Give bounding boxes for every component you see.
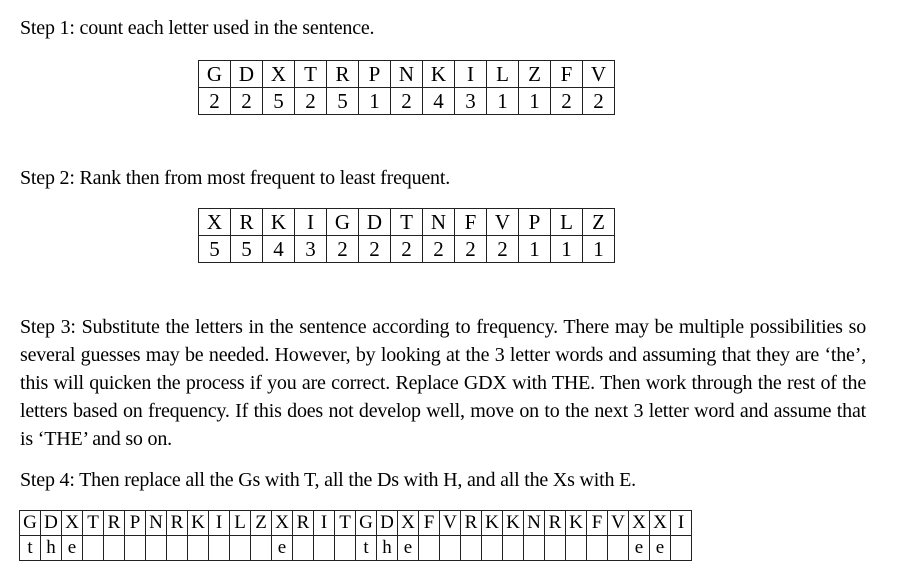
letter-cell: T — [391, 209, 423, 236]
cipher-cell: N — [524, 511, 545, 536]
count-cell: 2 — [327, 236, 359, 263]
plain-cell — [524, 536, 545, 561]
count-cell: 3 — [455, 88, 487, 115]
plain-cell — [230, 536, 251, 561]
cipher-cell: L — [230, 511, 251, 536]
cipher-cell: P — [125, 511, 146, 536]
count-cell: 1 — [359, 88, 391, 115]
count-cell: 1 — [487, 88, 519, 115]
plain-cell — [146, 536, 167, 561]
cipher-cell: K — [482, 511, 503, 536]
plain-cell — [461, 536, 482, 561]
count-cell: 5 — [199, 236, 231, 263]
letter-cell: V — [487, 209, 519, 236]
count-cell: 3 — [295, 236, 327, 263]
plain-cell: e — [629, 536, 650, 561]
count-cell: 2 — [487, 236, 519, 263]
letter-row — [199, 209, 615, 236]
plain-cell: t — [20, 536, 41, 561]
letter-cell: N — [423, 209, 455, 236]
step-1-text: Step 1: count each letter used in the sentence. — [20, 17, 375, 39]
step-2-text: Step 2: Rank then from most frequent to least frequent. — [20, 167, 451, 189]
cipher-cell: X — [272, 511, 293, 536]
count-cell: 2 — [391, 236, 423, 263]
cipher-cell: X — [398, 511, 419, 536]
plain-cell — [209, 536, 230, 561]
count-cell: 5 — [263, 88, 295, 115]
count-cell: 2 — [583, 88, 615, 115]
cipher-cell: K — [503, 511, 524, 536]
letter-cell: F — [455, 209, 487, 236]
cipher-cell: G — [20, 511, 41, 536]
cipher-cell: I — [671, 511, 692, 536]
count-cell: 2 — [455, 236, 487, 263]
count-cell: 4 — [423, 88, 455, 115]
count-cell: 2 — [359, 236, 391, 263]
cipher-cell: K — [188, 511, 209, 536]
plain-cell: e — [272, 536, 293, 561]
letter-cell: X — [263, 61, 295, 88]
count-cell: 1 — [551, 236, 583, 263]
cipher-cell: R — [461, 511, 482, 536]
letter-cell: I — [455, 61, 487, 88]
letter-cell: G — [327, 209, 359, 236]
step-4-text: Step 4: Then replace all the Gs with T, all the Ds with H, and all the Xs with E. — [20, 469, 636, 491]
letter-cell: I — [295, 209, 327, 236]
plain-cell — [104, 536, 125, 561]
plain-cell — [335, 536, 356, 561]
count-cell: 2 — [391, 88, 423, 115]
cipher-cell: X — [629, 511, 650, 536]
plain-cell — [587, 536, 608, 561]
cipher-cell: R — [104, 511, 125, 536]
plain-cell — [545, 536, 566, 561]
plain-cell: t — [356, 536, 377, 561]
letter-cell: P — [359, 61, 391, 88]
cipher-cell: K — [566, 511, 587, 536]
plain-cell — [83, 536, 104, 561]
letter-cell: T — [295, 61, 327, 88]
plain-cell: h — [377, 536, 398, 561]
count-cell: 1 — [519, 236, 551, 263]
count-cell: 2 — [199, 88, 231, 115]
cipher-cell: V — [608, 511, 629, 536]
frequency-rank-table — [198, 208, 615, 263]
cipher-cell: R — [293, 511, 314, 536]
letter-row — [199, 61, 615, 88]
letter-count-table — [198, 60, 615, 115]
letter-cell: X — [199, 209, 231, 236]
letter-cell: K — [263, 209, 295, 236]
step-3-text: Step 3: Substitute the letters in the sentence according to frequency. There may be multiple possibilities so several guesses may be needed. However, by looking at the 3 letter words and assuming that they are ‘the’, this will quicken the process if you are correct. Replace GDX with THE. Then work through the rest of the letters based on frequency. If this does not develop well, move on to the next 3 letter word and assume that is ‘THE’ and so on. — [20, 316, 866, 450]
plain-row — [20, 536, 692, 561]
count-row — [199, 236, 615, 263]
plain-cell — [608, 536, 629, 561]
count-cell: 4 — [263, 236, 295, 263]
count-cell: 5 — [327, 88, 359, 115]
count-cell: 2 — [551, 88, 583, 115]
plain-cell — [482, 536, 503, 561]
plain-cell — [503, 536, 524, 561]
letter-cell: R — [327, 61, 359, 88]
plain-cell — [251, 536, 272, 561]
letter-cell: Z — [519, 61, 551, 88]
plain-cell: e — [62, 536, 83, 561]
letter-cell: F — [551, 61, 583, 88]
cipher-cell: T — [335, 511, 356, 536]
cipher-cell: D — [41, 511, 62, 536]
letter-cell: K — [423, 61, 455, 88]
count-cell: 1 — [519, 88, 551, 115]
cipher-cell: I — [209, 511, 230, 536]
letter-cell: G — [199, 61, 231, 88]
cipher-cell: X — [62, 511, 83, 536]
count-cell: 1 — [583, 236, 615, 263]
cipher-cell: D — [377, 511, 398, 536]
plain-cell — [671, 536, 692, 561]
count-cell: 5 — [231, 236, 263, 263]
plain-cell — [167, 536, 188, 561]
plain-cell: e — [650, 536, 671, 561]
cipher-cell: R — [167, 511, 188, 536]
letter-cell: N — [391, 61, 423, 88]
letter-cell: R — [231, 209, 263, 236]
count-cell: 2 — [295, 88, 327, 115]
cipher-cell: I — [314, 511, 335, 536]
cipher-cell: V — [440, 511, 461, 536]
plain-cell — [293, 536, 314, 561]
plain-cell: h — [41, 536, 62, 561]
plain-cell — [314, 536, 335, 561]
substitution-table — [19, 510, 692, 561]
plain-cell — [188, 536, 209, 561]
letter-cell: L — [551, 209, 583, 236]
letter-cell: L — [487, 61, 519, 88]
letter-cell: D — [359, 209, 391, 236]
cipher-cell: F — [587, 511, 608, 536]
cipher-row — [20, 511, 692, 536]
plain-cell — [419, 536, 440, 561]
plain-cell: e — [398, 536, 419, 561]
count-cell: 2 — [231, 88, 263, 115]
plain-cell — [125, 536, 146, 561]
letter-cell: P — [519, 209, 551, 236]
cipher-cell: F — [419, 511, 440, 536]
letter-cell: D — [231, 61, 263, 88]
count-row — [199, 88, 615, 115]
cipher-cell: X — [650, 511, 671, 536]
cipher-cell: Z — [251, 511, 272, 536]
cipher-cell: R — [545, 511, 566, 536]
count-cell: 2 — [423, 236, 455, 263]
letter-cell: Z — [583, 209, 615, 236]
plain-cell — [566, 536, 587, 561]
cipher-cell: N — [146, 511, 167, 536]
plain-cell — [440, 536, 461, 561]
cipher-cell: T — [83, 511, 104, 536]
letter-cell: V — [583, 61, 615, 88]
cipher-cell: G — [356, 511, 377, 536]
